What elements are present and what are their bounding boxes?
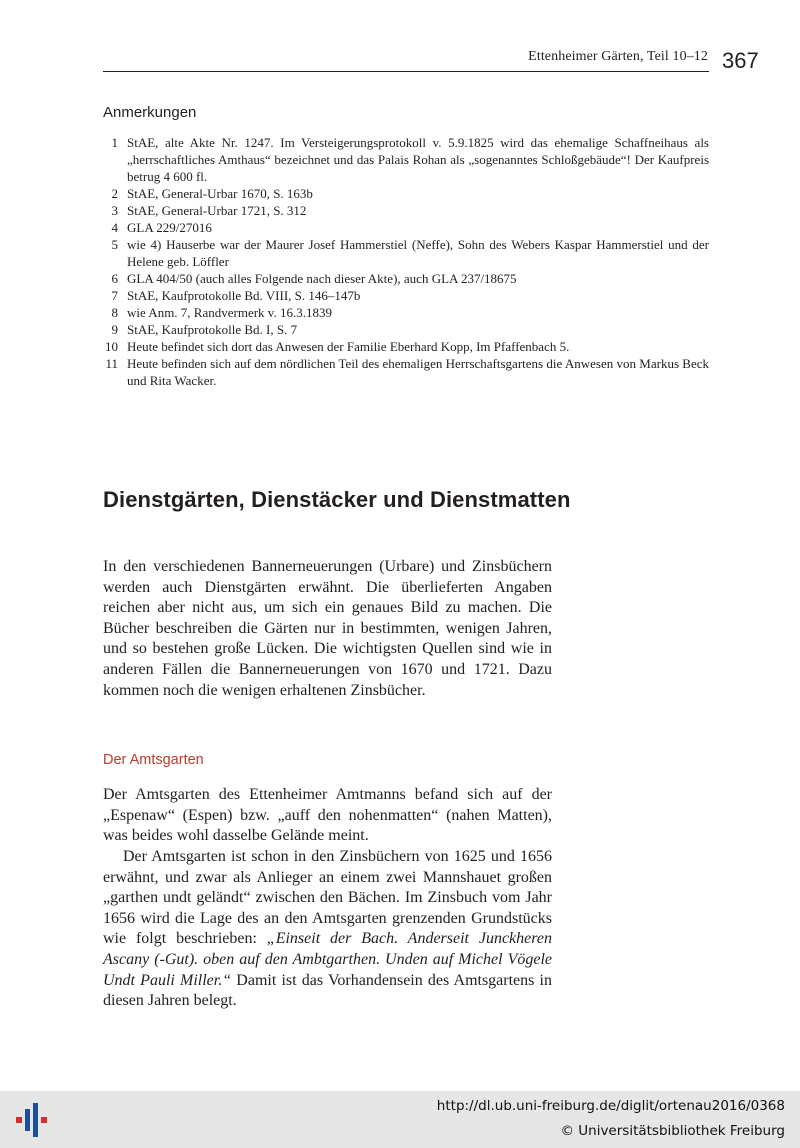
note-number: 9 bbox=[111, 322, 118, 337]
running-head: Ettenheimer Gärten, Teil 10–12 bbox=[528, 49, 708, 64]
intro-paragraph: In den verschiedenen Bannerneuerungen (Urbare) und Zinsbüchern werden auch Dienstgärten erwähnt. Die überlieferten Angaben reichen aber nicht aus, um sich ein genaues Bild zu machen. Die Bücher beschreiben die Gärten nur in bestimmten, wenigen Jahren, und so bestehen große Lücken. Die wichtigsten Quellen sind wie in anderen Fällen die Bannerneuerungen von 1670 und 1721. Dazu kommen noch die wenigen erhaltenen Zinsbücher. bbox=[103, 558, 552, 699]
note-item bbox=[103, 338, 709, 355]
note-item bbox=[103, 355, 709, 389]
historical-quote: „Einseit der Bach. Anderseit Junckheren Ascany (-Gut). oben auf den Ambtgarthen. Unden auf Michel Vögele Undt Pauli Miller.“ bbox=[103, 930, 552, 989]
note-number: 7 bbox=[111, 288, 118, 303]
note-number: 2 bbox=[111, 186, 118, 201]
footer-url-link[interactable]: http://dl.ub.uni-freiburg.de/diglit/ortenau2016/0368 bbox=[436, 1098, 785, 1114]
note-text: StAE, Kaufprotokolle Bd. VIII, S. 146–147b bbox=[127, 288, 361, 303]
notes-heading: Anmerkungen bbox=[103, 104, 197, 121]
note-number: 11 bbox=[105, 356, 118, 371]
header-rule bbox=[103, 71, 709, 72]
note-item bbox=[103, 321, 709, 338]
paragraph-text: Der Amtsgarten ist schon in den Zinsbüchern von 1625 und 1656 erwähnt, und zwar als Anlieger an einem zwei Mannshauet großen „garthen undt geländt“ zwischen den Bächen. Im Zinsbuch vom Jahr 1656 wird die Lage des an den Amtsgarten grenzenden Grundstücks wie folgt beschrieben: bbox=[103, 848, 552, 948]
note-item bbox=[103, 219, 709, 236]
note-number: 3 bbox=[111, 203, 118, 218]
note-text: Heute befinden sich auf dem nördlichen Teil des ehemaligen Herrschaftsgartens die Anwesen von Markus Beck und Rita Wacker. bbox=[127, 356, 709, 388]
note-text: GLA 229/27016 bbox=[127, 220, 212, 235]
note-text: StAE, alte Akte Nr. 1247. Im Versteigerungsprotokoll v. 5.9.1825 wird das ehemalige Schaffneihaus als „herrschaftliches Amthaus“ bezeichnet und das Palais Rohan als „sogenanntes Schloßgebäude“! Der Kaufpreis betrug 4 600 fl. bbox=[127, 135, 709, 184]
note-text: wie 4) Hauserbe war der Maurer Josef Hammerstiel (Neffe), Sohn des Webers Kaspar Hammerstiel und der Helene geb. Löffler bbox=[127, 237, 709, 269]
note-number: 5 bbox=[111, 237, 118, 252]
note-item bbox=[103, 270, 709, 287]
note-number: 10 bbox=[105, 339, 118, 354]
note-text: wie Anm. 7, Randvermerk v. 16.3.1839 bbox=[127, 305, 332, 320]
notes-list bbox=[103, 134, 709, 389]
subsection-title: Der Amtsgarten bbox=[103, 752, 204, 768]
note-text: StAE, Kaufprotokolle Bd. I, S. 7 bbox=[127, 322, 298, 337]
note-item bbox=[103, 202, 709, 219]
note-item bbox=[103, 134, 709, 185]
note-item bbox=[103, 304, 709, 321]
note-number: 8 bbox=[111, 305, 118, 320]
note-text: StAE, General-Urbar 1721, S. 312 bbox=[127, 203, 307, 218]
amtsgarten-paragraph-1: Der Amtsgarten des Ettenheimer Amtmanns befand sich auf der „Espenaw“ (Espen) bzw. „auff den nohenmatten“ (nahen Matten), was beides wohl dasselbe Gelände meint. bbox=[103, 786, 552, 845]
note-number: 4 bbox=[111, 220, 118, 235]
note-item bbox=[103, 185, 709, 202]
footer-copyright: © Universitätsbibliothek Freiburg bbox=[560, 1123, 785, 1139]
paragraph-text-end: Damit ist das Vorhandensein des Amtsgartens in diesen Jahren belegt. bbox=[103, 971, 553, 1010]
note-text: GLA 404/50 (auch alles Folgende nach dieser Akte), auch GLA 237/18675 bbox=[127, 271, 517, 286]
page-number: 367 bbox=[722, 48, 759, 73]
note-text: Heute befindet sich dort das Anwesen der Familie Eberhard Kopp, Im Pfaffenbach 5. bbox=[127, 339, 570, 354]
ub-freiburg-logo-icon[interactable] bbox=[10, 1099, 52, 1141]
note-text: StAE, General-Urbar 1670, S. 163b bbox=[127, 186, 313, 201]
note-item bbox=[103, 287, 709, 304]
note-number: 1 bbox=[111, 135, 118, 150]
note-item bbox=[103, 236, 709, 270]
note-number: 6 bbox=[111, 271, 118, 286]
section-title: Dienstgärten, Dienstäcker und Dienstmatten bbox=[103, 487, 571, 512]
amtsgarten-paragraph-2 bbox=[103, 847, 552, 1012]
